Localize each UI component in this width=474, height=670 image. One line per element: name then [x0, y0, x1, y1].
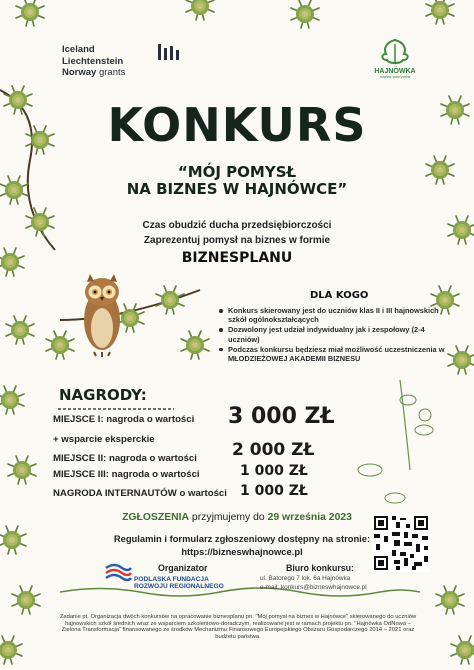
rules-line: Regulamin i formularz zgłoszeniowy dostępny na stronie:: [113, 533, 371, 544]
submission-date: 29 września 2023: [267, 512, 352, 523]
prize-label-second: MIEJSCE II: nagroda o wartości: [53, 453, 197, 464]
rules-link[interactable]: https://bizneswhajnowce.pl: [181, 546, 303, 557]
prize-amount-first: 3 000 ZŁ: [228, 404, 335, 429]
intro-text: [0, 218, 474, 248]
eea-norway-grants-logo: [62, 44, 172, 79]
submission-middle: przyjmujemy do: [189, 512, 268, 523]
page-title: KONKURS: [107, 98, 367, 152]
eligibility-list: [216, 306, 450, 364]
prize-amount-third: 1 000 ZŁ: [240, 463, 308, 479]
submission-label: ZGŁOSZENIA: [122, 512, 190, 523]
office-heading: Biuro konkursu:: [286, 563, 354, 573]
for-whom-heading: DLA KOGO: [310, 290, 369, 301]
funding-disclaimer: Zadanie pt. Organizacja dwóch konkursów na opracowanie biznesplanu pn. "Mój pomysł na biznes w Hajnówce" skierowanego do uczniów hajnowskich szkół średnich wraz ze wsparciem szkoleniowo-doradczym, realizowane jest w ramach projektu pn. "Hajnówka OdNowa – Zielona Transformacja" finansowanego ze środków Mechanizmu Finansowego Europejskiego Obszaru Gospodarczego 2014 – 2021 oraz budżetu państwa.: [59, 614, 417, 640]
prize-label-internet: NAGRODA INTERNAUTÓW o wartości: [53, 488, 227, 499]
prize-amount-internet: 1 000 ZŁ: [240, 483, 308, 499]
contest-subtitle: [0, 164, 474, 198]
eligibility-item: Podczas konkursu będziesz miał możliwość uczestniczenia w MŁODZIEŻOWEJ AKADEMII BIZNESU: [228, 345, 450, 363]
prize-label-first: MIEJSCE I: nagroda o wartości: [53, 414, 195, 425]
foundation-wave-icon: [104, 562, 132, 584]
organizer-heading: Organizator: [158, 563, 208, 573]
foundation-name-line-1: PODLASKA FUNDACJA: [134, 576, 209, 583]
prizes-underline: [56, 406, 176, 412]
oak-leaf-icon: [377, 38, 413, 66]
business-plan-highlight: BIZNESPLANU: [181, 250, 293, 266]
intro-line-1: Czas obudzić ducha przedsiębiorczości: [142, 220, 332, 231]
prize-label-expert-support: + wsparcie eksperckie: [53, 434, 155, 445]
prizes-heading: NAGRODY:: [59, 386, 147, 404]
prize-amount-second: 2 000 ZŁ: [232, 440, 315, 460]
city-tagline: miasto pomysłów: [379, 75, 411, 79]
office-email[interactable]: e-mail: konkurs@bizneswhajnowce.pl: [260, 584, 367, 591]
intro-line-2: Zaprezentuj pomysł na biznes w formie: [143, 235, 331, 246]
grants-mark-icon: [158, 44, 180, 60]
eligibility-item: Konkurs skierowany jest do uczniów klas II i III hajnowskich szkół ogólnokształcących: [228, 306, 450, 324]
grants-line-1: Iceland: [62, 44, 95, 55]
city-name: HAJNÓWKA: [374, 68, 416, 75]
eligibility-item: Dozwolony jest udział indywidualny jak i zespołowy (2-4 uczniów): [228, 325, 450, 343]
subtitle-line-2: NA BIZNES W HAJNÓWCE”: [126, 180, 348, 198]
prize-label-third: MIEJSCE III: nagroda o wartości: [53, 469, 200, 480]
hajnowka-city-logo: [368, 38, 422, 79]
owl-illustration: [80, 272, 124, 358]
grants-line-3: Norway grants: [62, 67, 126, 78]
subtitle-line-1: “MÓJ POMYSŁ: [177, 163, 297, 181]
grants-line-2: Liechtenstein: [62, 55, 124, 67]
qr-code[interactable]: [372, 514, 430, 572]
foundation-name-line-2: ROZWOJU REGIONALNEGO: [134, 583, 224, 590]
office-address: ul. Batorego 7 lok. 6a Hajnówka: [260, 575, 351, 582]
rules-info: [112, 532, 372, 558]
